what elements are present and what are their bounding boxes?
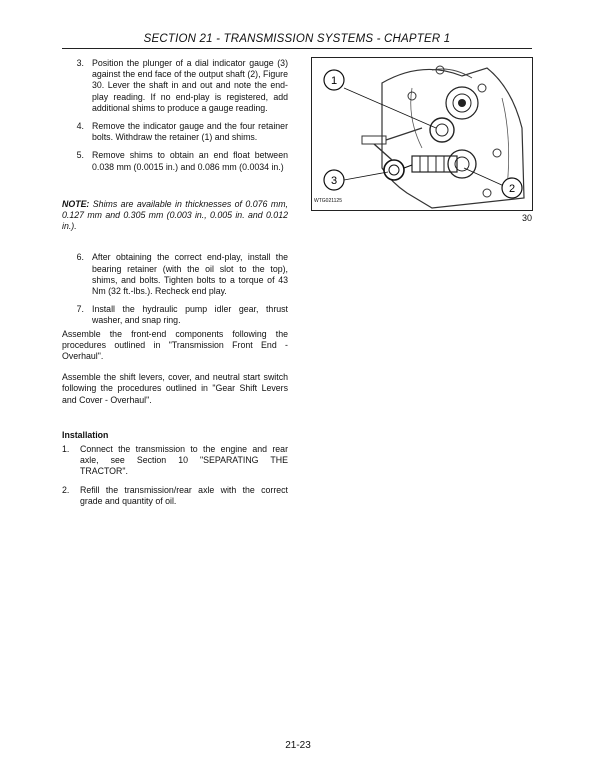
- transmission-illustration: [312, 58, 532, 210]
- installation-heading: Installation: [62, 429, 109, 440]
- figure-number: 30: [522, 213, 533, 223]
- step-number: 3.: [76, 58, 84, 68]
- page-header: SECTION 21 - TRANSMISSION SYSTEMS - CHAPTER 1: [143, 33, 451, 45]
- step-text: Install the hydraulic pump idler gear, thrust washer, and snap ring.: [92, 304, 288, 326]
- note-text: Shims are available in thicknesses of 0.076 mm, 0.127 mm and 0.305 mm (0.003 in., 0.005 in. and 0.012 in.).: [62, 198, 288, 232]
- figure-30: [311, 57, 533, 211]
- step-6: [62, 252, 288, 297]
- step-5: [62, 150, 288, 172]
- callout-3-label: 3: [330, 175, 338, 187]
- step-text: Remove shims to obtain an end float between 0.038 mm (0.0015 in.) and 0.086 mm (0.0034 in.): [92, 150, 288, 172]
- step-text: After obtaining the correct end-play, install the bearing retainer (with the oil slot to the top), shims, and bolts. Tighten bolts to a torque of 43 Nm (32 ft.-lbs.). Recheck end play.: [92, 252, 288, 297]
- callout-2-label: 2: [508, 183, 516, 195]
- step-text: Position the plunger of a dial indicator gauge (3) against the end face of the output shaft (2), Figure 30. Lever the shaft in and out and note the end-play reading. If no end-play is registered, add additional shims to produce a gauge reading.: [92, 58, 288, 113]
- step-4: [62, 121, 288, 143]
- step-3: [62, 58, 288, 114]
- step-number: 1.: [62, 444, 70, 455]
- header-rule: [62, 48, 532, 49]
- note-label: NOTE:: [62, 198, 90, 209]
- paragraph-shift-levers: Assemble the shift levers, cover, and neutral start switch following the procedures outlined in "Gear Shift Levers and Cover - Overhaul".: [62, 372, 288, 405]
- step-number: 2.: [62, 484, 70, 495]
- step-number: 7.: [76, 304, 84, 315]
- callout-1-label: 1: [330, 75, 338, 87]
- step-7: [62, 304, 288, 326]
- step-text: Refill the transmission/rear axle with the correct grade and quantity of oil.: [80, 484, 288, 506]
- text-column: [62, 58, 288, 514]
- paragraph-front-end: Assemble the front-end components following the procedures outlined in "Transmission Front End - Overhaul".: [62, 328, 288, 362]
- note-block: [62, 199, 288, 233]
- installation-step-2: [62, 485, 288, 507]
- step-number: 5.: [76, 150, 84, 161]
- step-text: Remove the indicator gauge and the four retainer bolts. Withdraw the retainer (1) and shims.: [92, 121, 288, 143]
- step-number: 4.: [76, 121, 84, 132]
- page-number: 21-23: [285, 740, 311, 751]
- figure-image-code: WTG021125: [314, 198, 342, 204]
- installation-step-1: [62, 444, 288, 478]
- step-text: Connect the transmission to the engine and rear axle, see Section 10 "SEPARATING THE TRACTOR".: [80, 444, 288, 477]
- step-number: 6.: [76, 252, 84, 263]
